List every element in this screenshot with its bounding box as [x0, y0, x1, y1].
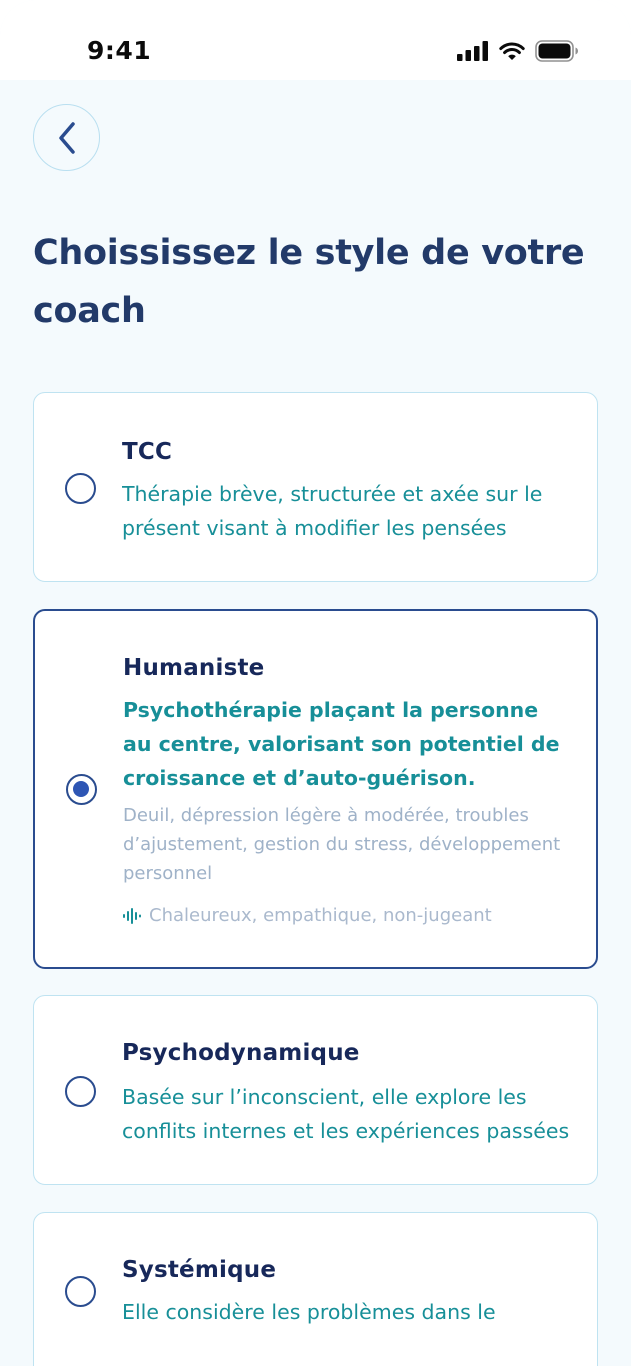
radio-button[interactable]	[65, 473, 96, 504]
chevron-left-icon	[56, 121, 78, 155]
option-tone	[123, 905, 492, 926]
option-details: Deuil, dépression légère à modérée, troubles d’ajustement, gestion du stress, développement personnel	[123, 805, 561, 884]
voice-wave-icon	[123, 908, 141, 924]
wifi-icon	[499, 41, 525, 61]
option-description: Elle considère les problèmes dans le	[122, 1300, 496, 1324]
page-title: Choississez le style de votre coach	[33, 233, 585, 331]
option-tone-text: Chaleureux, empathique, non-jugeant	[149, 905, 492, 926]
status-icons	[457, 40, 579, 62]
radio-button-selected[interactable]	[66, 774, 97, 805]
status-time: 9:41	[87, 36, 152, 65]
radio-button[interactable]	[65, 1276, 96, 1307]
coach-style-option-psychodynamique[interactable]	[33, 995, 598, 1185]
option-title: Psychodynamique	[122, 1040, 360, 1066]
radio-button[interactable]	[65, 1076, 96, 1107]
status-bar	[0, 0, 631, 80]
option-title: Systémique	[122, 1257, 277, 1283]
option-description: Thérapie brève, structurée et axée sur le présent visant à modifier les pensées	[122, 482, 543, 540]
coach-style-option-humaniste[interactable]	[33, 609, 598, 969]
coach-style-option-tcc[interactable]	[33, 392, 598, 582]
battery-icon	[535, 40, 579, 62]
option-title: Humaniste	[123, 655, 265, 681]
option-description: Psychothérapie plaçant la personne au centre, valorisant son potentiel de croissance et d’auto-guérison.	[123, 698, 560, 790]
coach-style-option-systemique[interactable]	[33, 1212, 598, 1366]
option-description: Basée sur l’inconscient, elle explore les conflits internes et les expériences passées	[122, 1085, 570, 1143]
cellular-signal-icon	[457, 41, 489, 61]
back-button[interactable]	[33, 104, 100, 171]
option-title: TCC	[122, 439, 173, 465]
